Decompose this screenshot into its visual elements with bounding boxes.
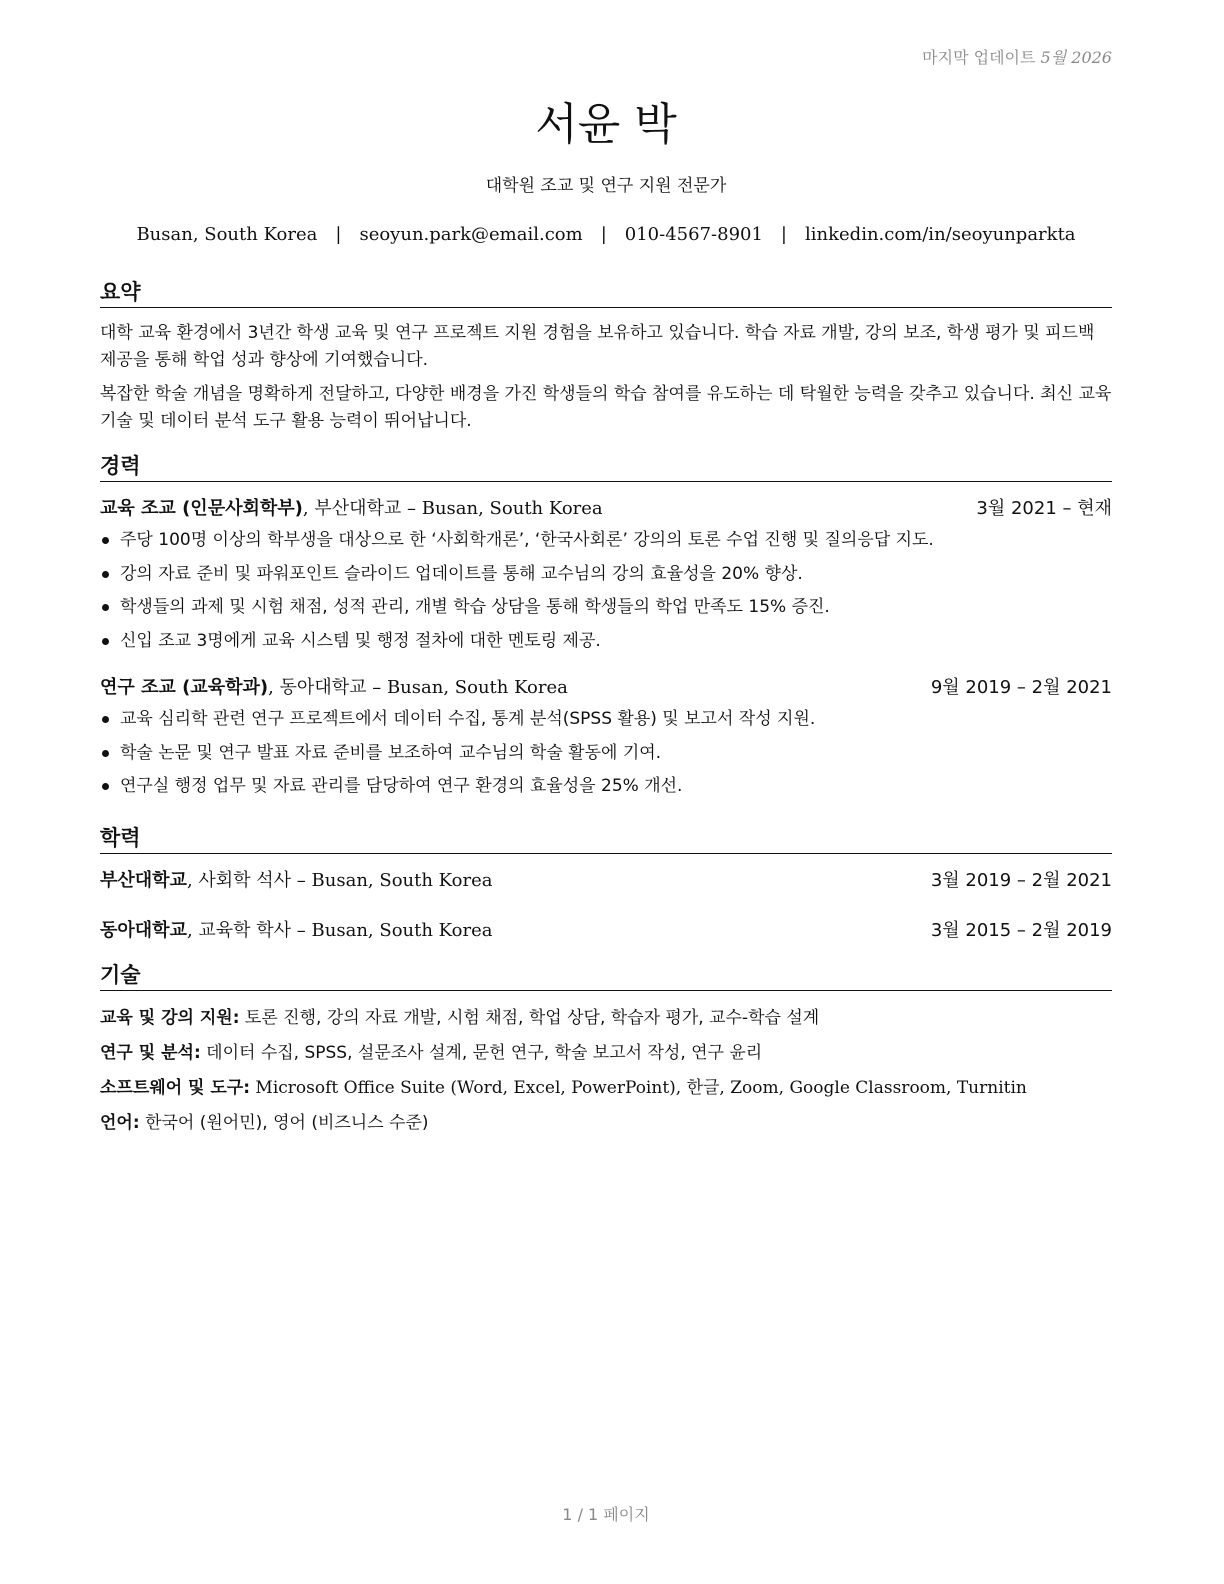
candidate-name: 서윤 박	[535, 99, 677, 150]
job-header: 연구 조교 (교육학과), 동아대학교 – Busan, South Korea 9월 2019 – 2월 2021	[100, 675, 1112, 701]
last-updated-label: 마지막 업데이트	[922, 48, 1036, 67]
contact-separator: |	[600, 224, 607, 245]
skill-label: 연구 및 분석:	[100, 1043, 201, 1063]
job-role: 교육 조교 (인문사회학부)	[100, 498, 303, 519]
job-bullets	[100, 524, 1112, 658]
summary-section	[100, 276, 1112, 435]
skills-list	[100, 1001, 1112, 1141]
education-section	[100, 822, 1112, 944]
education-dates: 3월 2015 – 2월 2019	[930, 920, 1112, 941]
education-school: 부산대학교	[100, 870, 187, 891]
job-dates: 9월 2019 – 2월 2021	[930, 677, 1112, 698]
skills-section	[100, 959, 1112, 1141]
job-bullet: 강의 자료 준비 및 파워포인트 슬라이드 업데이트를 통해 교수님의 강의 효율성을 20% 향상.	[100, 558, 1112, 592]
job-header: 교육 조교 (인문사회학부), 부산대학교 – Busan, South Korea 3월 2021 – 현재	[100, 496, 1112, 522]
education-dates: 3월 2019 – 2월 2021	[930, 870, 1112, 891]
education-location: Busan, South Korea	[311, 920, 493, 941]
contact-linkedin[interactable]: linkedin.com/in/seoyunparkta	[805, 224, 1076, 245]
summary-heading: 요약	[100, 276, 1112, 308]
skills-heading: 기술	[100, 959, 1112, 991]
skill-value: Microsoft Office Suite (Word, Excel, PowerPoint), 한글, Zoom, Google Classroom, Turnitin	[255, 1078, 1027, 1098]
job-org: 부산대학교	[314, 498, 402, 519]
education-degree: 교육학 학사	[198, 920, 292, 941]
last-updated	[922, 45, 1112, 68]
contact-email[interactable]: seoyun.park@email.com	[359, 224, 583, 245]
skill-row	[100, 1106, 1112, 1141]
job-bullet: 학술 논문 및 연구 발표 자료 준비를 보조하여 교수님의 학술 활동에 기여.	[100, 737, 1112, 771]
education-entry: 부산대학교, 사회학 석사 – Busan, South Korea 3월 2019 – 2월 2021	[100, 868, 1112, 894]
skill-value: 데이터 수집, SPSS, 설문조사 설계, 문헌 연구, 학술 보고서 작성, 연구 윤리	[206, 1043, 763, 1063]
skill-label: 교육 및 강의 지원:	[100, 1008, 240, 1028]
contact-phone[interactable]: 010-4567-8901	[624, 224, 763, 245]
job-bullet: 연구실 행정 업무 및 자료 관리를 담당하여 연구 환경의 효율성을 25% 개선.	[100, 770, 1112, 804]
education-entry: 동아대학교, 교육학 학사 – Busan, South Korea 3월 2015 – 2월 2019	[100, 918, 1112, 944]
job-location: Busan, South Korea	[386, 677, 568, 698]
job-bullet: 학생들의 과제 및 시험 채점, 성적 관리, 개별 학습 상담을 통해 학생들의 학업 만족도 15% 증진.	[100, 591, 1112, 625]
job-bullet: 신입 조교 3명에게 교육 시스템 및 행정 절차에 대한 멘토링 제공.	[100, 625, 1112, 659]
skill-row	[100, 1071, 1112, 1106]
job-bullet: 주당 100명 이상의 학부생을 대상으로 한 ‘사회학개론’, ‘한국사회론’ 강의의 토론 수업 진행 및 질의응답 지도.	[100, 524, 1112, 558]
last-updated-date: 5월 2026	[1040, 48, 1112, 67]
skill-label: 언어:	[100, 1113, 140, 1133]
candidate-subtitle: 대학원 조교 및 연구 지원 전문가	[485, 176, 727, 196]
education-location: Busan, South Korea	[311, 870, 493, 891]
skill-row	[100, 1001, 1112, 1036]
job-bullet: 교육 심리학 관련 연구 프로젝트에서 데이터 수집, 통계 분석(SPSS 활용) 및 보고서 작성 지원.	[100, 703, 1112, 737]
skill-row	[100, 1036, 1112, 1071]
job-dates: 3월 2021 – 현재	[976, 498, 1112, 519]
skill-label: 소프트웨어 및 도구:	[100, 1078, 251, 1098]
experience-section	[100, 450, 1112, 804]
skill-value: 한국어 (원어민), 영어 (비즈니스 수준)	[145, 1113, 429, 1133]
job-entry	[100, 496, 1112, 658]
job-org: 동아대학교	[279, 677, 367, 698]
job-bullets	[100, 703, 1112, 804]
job-location: Busan, South Korea	[421, 498, 603, 519]
job-role: 연구 조교 (교육학과)	[100, 677, 269, 698]
skill-value: 토론 진행, 강의 자료 개발, 시험 채점, 학업 상담, 학습자 평가, 교수-학습 설계	[244, 1008, 820, 1028]
page-number: 1 / 1 페이지	[562, 1505, 650, 1524]
contact-line	[100, 224, 1112, 245]
education-school: 동아대학교	[100, 920, 187, 941]
resume-page	[100, 0, 1112, 1584]
contact-location: Busan, South Korea	[136, 224, 318, 245]
contact-separator: |	[335, 224, 342, 245]
job-entry	[100, 675, 1112, 804]
summary-paragraph: 대학 교육 환경에서 3년간 학생 교육 및 연구 프로젝트 지원 경험을 보유하고 있습니다. 학습 자료 개발, 강의 보조, 학생 평가 및 피드백 제공을 통해 학업 성과 향상에 기여했습니다.	[100, 323, 1095, 370]
experience-heading: 경력	[100, 450, 1112, 482]
contact-separator: |	[780, 224, 787, 245]
education-heading: 학력	[100, 822, 1112, 854]
summary-paragraph: 복잡한 학술 개념을 명확하게 전달하고, 다양한 배경을 가진 학생들의 학습 참여를 유도하는 데 탁월한 능력을 갖추고 있습니다. 최신 교육 기술 및 데이터 분석 도구 활용 능력이 뛰어납니다.	[100, 384, 1112, 431]
education-degree: 사회학 석사	[198, 870, 292, 891]
